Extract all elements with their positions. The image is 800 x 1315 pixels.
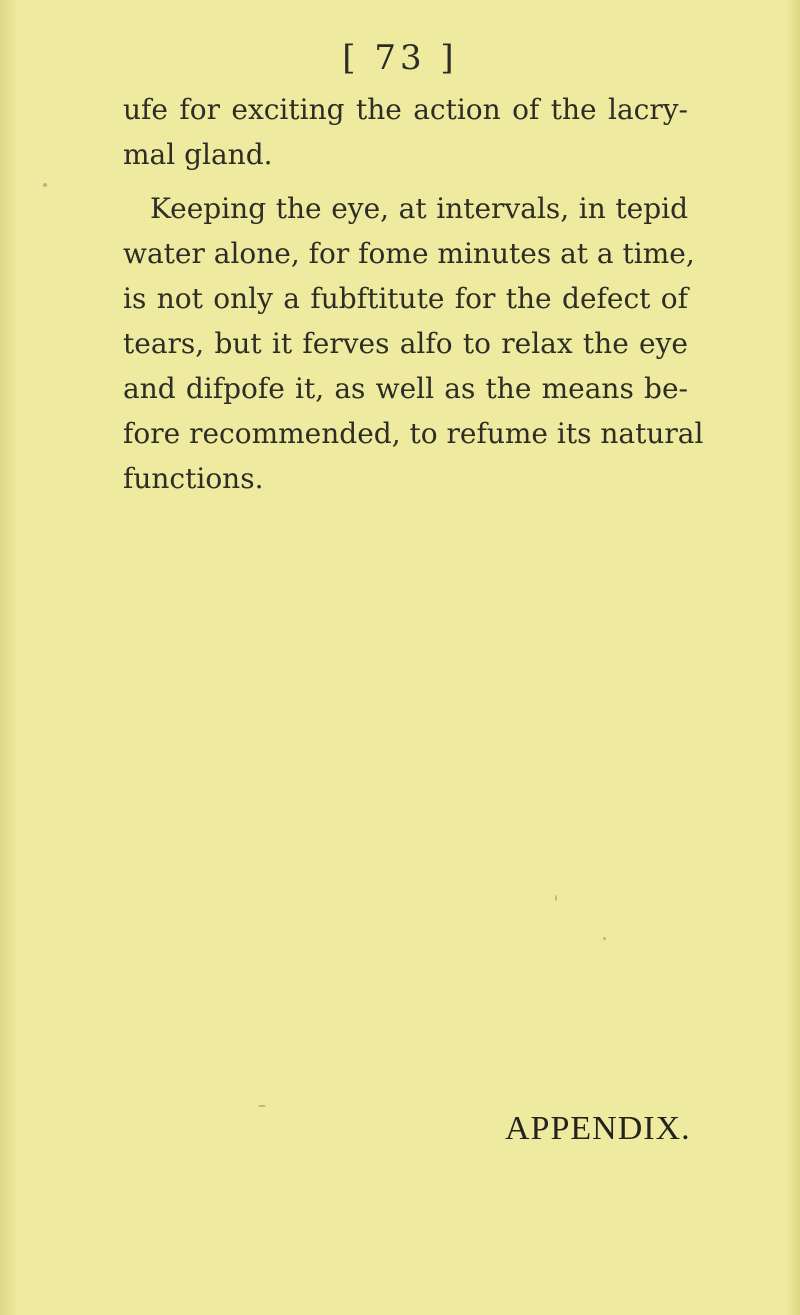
paper-speck bbox=[555, 895, 557, 901]
text-line: Keeping the eye, at intervals, in tepid bbox=[150, 192, 688, 225]
text-line: and difpofe it, as well as the means be- bbox=[123, 372, 688, 405]
text-line: is not only a fubftitute for the defect of bbox=[123, 282, 688, 315]
text-line: tears, but it ferves alfo to relax the eye bbox=[123, 327, 688, 360]
paper-speck bbox=[258, 1105, 266, 1107]
paper-speck bbox=[603, 937, 606, 940]
body-text bbox=[123, 87, 704, 501]
text-line: fore recommended, to refume its natural bbox=[123, 417, 704, 450]
text-line: functions. bbox=[123, 462, 264, 495]
page-number: [ 73 ] bbox=[342, 38, 458, 78]
text-line: ufe for exciting the action of the lacry- bbox=[123, 93, 688, 126]
paragraph-gap bbox=[123, 177, 688, 186]
paper-speck bbox=[43, 183, 47, 187]
page-left-edge bbox=[0, 0, 18, 1315]
text-line: mal gland. bbox=[123, 138, 273, 171]
page-right-edge bbox=[786, 0, 800, 1315]
text-line: water alone, for fome minutes at a time, bbox=[123, 237, 695, 270]
section-heading: APPENDIX. bbox=[505, 1110, 691, 1147]
